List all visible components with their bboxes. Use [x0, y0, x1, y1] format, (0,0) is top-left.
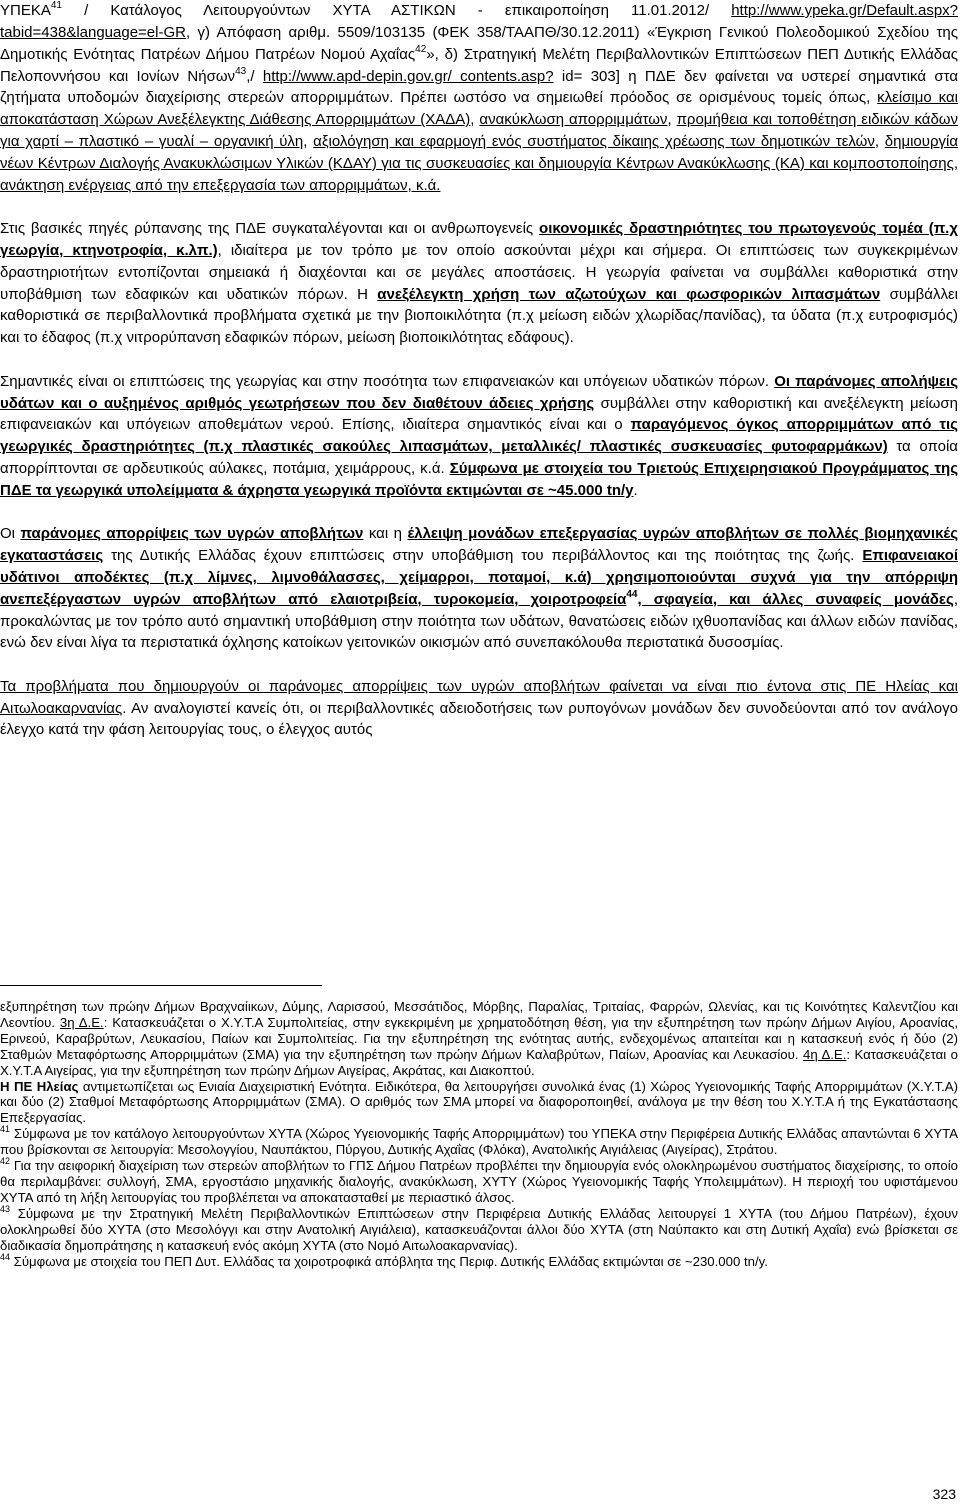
text: , [303, 133, 314, 151]
paragraph-liquid-waste [0, 523, 958, 654]
text: . Αν αναλογιστεί κανείς ότι, οι περιβαλλοντικές αδειοδοτήσεις των ρυπογόνων μονάδων δεν συνοδεύονται από τον ανάλογο έλεγχο κατά την φάση λειτουργίας τους, ο έλεγχος αυτός [0, 699, 958, 739]
underlined-text: ανακύκλωση απορριμμάτων [479, 111, 668, 129]
text: . [633, 481, 638, 499]
text: / Κατάλογος Λειτουργούντων ΧΥΤΑ ΑΣΤΙΚΩΝ - επικαιροποίηση 11.01.2012/ [61, 2, 732, 19]
bold-text: Η ΠΕ Ηλείας [0, 1078, 79, 1094]
underlined-text: προμήθεια και τοποθέτηση ειδικών κάδων για χαρτί – πλαστικό – γυαλί – οργανική ύλη [0, 111, 959, 151]
bold-underlined-text: παραγόμενος όγκος απορριμμάτων από τις γεωργικές δραστηριότητες (π.χ πλαστικές σακούλες λιπασμάτων, μεταλλικές/ πλαστικές συσκευασίες φυτοφαρμάκων) [0, 416, 958, 456]
text: : Κατασκευάζεται ο Χ.Υ.Τ.Α Συμπολιτείας, στην εγκεκριμένη με χρηματοδότηση θέση, για την εξυπηρέτηση των πρώην Δήμων Αιγίου, Αροανίας, Ερινεού, Καραβρύτων, Λευκασίου, Παίων και Συμπολιτείας. Για την εξυπηρέτηση της ενότητας αυτής, ενδεχομένως απαιτείται και η κατασκευή ενός ή δύο (2) Σταθμών Μεταφόρτωσης Απορριμμάτων (ΣΜΑ) για την εξυπηρέτηση των πρώην Δήμων Καλαβρύτων, Παίων, Αροανίας και Λευκασίου. [0, 1014, 958, 1062]
underlined-text: 3η Δ.Ε. [59, 1014, 104, 1030]
bold-underlined-text: Σύμφωνα με στοιχεία του Τριετούς Επιχειρησιακού Προγράμματος της ΠΔΕ τα γεωργικά υπολείμματα & άχρηστα γεωργικά προϊόντα εκτιμώνται σε ~45.000 tn/y [0, 460, 959, 499]
page-number: 323 [932, 1486, 956, 1502]
bold-underlined-text: οικονομικές δραστηριότητες του πρωτογενούς τομέα (π.χ γεωργία, κτηνοτροφία, κ.λπ.) [0, 220, 958, 259]
footnote-separator [0, 985, 322, 986]
footnote-continuation [0, 999, 958, 1079]
ypeka-link[interactable]: http://www.ypeka.gr/Default.aspx?tabid=438&language=el-GR [0, 2, 958, 41]
text: , [470, 111, 480, 129]
footnote-ileia [0, 1079, 958, 1127]
footnote-42 [0, 1158, 958, 1206]
footnote-number: 44 [0, 1251, 11, 1262]
footnote-ref-41[interactable]: 41 [50, 0, 62, 11]
text: Σύμφωνα με στοιχεία του ΠΕΠ Δυτ. Ελλάδας τα χοιροτροφικά απόβλητα της Περιφ. Δυτικής Ελλάδας εκτιμώνται σε ~230.000 tn/y. [10, 1253, 768, 1269]
paragraph-water-resources [0, 371, 958, 502]
underlined-text: Τα προβλήματα που δημιουργούν οι παράνομες απορρίψεις των υγρών αποβλήτων φαίνεται να είναι πιο έντονα στις ΠΕ Ηλείας και Αιτωλοακαρνανίας [0, 677, 958, 717]
text: αντιμετωπίζεται ως Ενιαία Διαχειριστική Ενότητα. Ειδικότερα, θα λειτουργήσει συνολικά ένας (1) Χώρος Υγειονομικής Ταφής Απορριμμάτων (Χ.Υ.Τ.Α) και δύο (2) Σταθμοί Μεταφόρτωσης Απορριμμάτων (ΣΜΑ). Ο αριθμός των ΣΜΑ μπορεί να διαφοροποιηθεί, ανάλογα με την θέση του Χ.Υ.Τ.Α ή της Εγκατάστασης Επεξεργασίας. [0, 1078, 958, 1126]
footnote-44 [0, 1251, 958, 1270]
paragraph-regions [0, 676, 958, 742]
bold-underlined-text: , σφαγεία, και άλλες συναφείς μονάδες [637, 590, 954, 608]
underlined-text: 4η Δ.Ε. [803, 1046, 847, 1062]
text: : Κατασκευάζεται ο Χ.Υ.Τ.Α Αιγείρας, για την εξυπηρέτηση των πρώην Δήμων Αιγείρας, Ακράτας, και Διακοπτού. [0, 1046, 958, 1078]
text: , [874, 133, 885, 151]
text: », δ) Στρατηγική Μελέτη Περιβαλλοντικών Επιπτώσεων ΠΕΠ Δυτικής Ελλάδας Πελοποννήσου και Ιονίων Νήσων [0, 45, 958, 85]
footnote-number: 43 [0, 1203, 11, 1214]
text: Σύμφωνα με τον κατάλογο λειτουργούντων ΧΥΤΑ (Χώρος Υγειονομικής Ταφής Απορριμμάτων) του ΥΠΕΚΑ στην Περιφέρεια Δυτικής Ελλάδας απαντώνται 6 ΧΥΤΑ που βρίσκονται σε λειτουργία: Μεσολογγίου, Ναυπάκτου, Πύργου, Δυτικής Αχαΐας (Φλόκα), Ανατολικής Αιγιάλειας (Αιγείρας), Στράτου. [0, 1126, 958, 1158]
bold-underlined-text: Επιφανειακοί υδάτινοι αποδέκτες (π.χ λίμνες, λιμνοθάλασσες, χείμαρροι, ποταμοί, κ.ά) χρησιμοποιούνται συχνά για την απόρριψη ανεπεξέργαστων υγρών αποβλήτων από ελαιοτριβεία, τυροκομεία, χοιροτροφεία [0, 547, 958, 608]
text: Στις βασικές πηγές ρύπανσης της ΠΔΕ συγκαταλέγονται και οι ανθρωπογενείς [0, 220, 540, 238]
footnote-number: 42 [0, 1156, 11, 1167]
text: τα οποία απορρίπτονται σε αρδευτικούς αύλακες, ποτάμια, χειμάρρους, κ.ά. [0, 438, 958, 478]
paragraph-gap [0, 197, 958, 219]
footnotes [0, 999, 958, 1269]
underlined-text: κλείσιμο και αποκατάσταση Χώρων Ανεξέλεγκτης Διάθεσης Απορριμμάτων (ΧΑΔΑ) [0, 89, 958, 129]
text: Σημαντικές είναι οι επιπτώσεις της γεωργίας και στην ποσότητα των επιφανειακών και υπόγειων υδατικών πόρων. [0, 372, 775, 390]
footnote-41 [0, 1126, 958, 1158]
footnote-43 [0, 1203, 958, 1254]
bold-underlined-text: έλλειψη μονάδων επεξεργασίας υγρών αποβλήτων σε πολλές βιομηχανικές εγκαταστάσεις [0, 525, 959, 565]
underlined-text: αξιολόγηση και εφαρμογή ενός συστήματος δίκαιης χρέωσης των δημοτικών τελών [313, 133, 875, 151]
text: , [667, 111, 677, 129]
paragraph-primary-sector [0, 218, 958, 349]
text: Για την αειφορική διαχείριση των στερεών αποβλήτων το ΓΠΣ Δήμου Πατρέων προβλέπει την δημιουργία ενός ολοκληρωμένου συστήματος διαχείρισης, το οποίο θα περιλαμβάνει: συλλογή, ΣΜΑ, εργοστάσιο μηχανικής διαλογής, ανακύκλωση, ΧΥΤΥ (Χώρος Υγειονομικής Ταφής Υπολειμμάτων). Η περιοχή του υφιστάμενου ΧΥΤΑ από τη λήξη λειτουργίας του προβλέπεται να αποκατασταθεί με περιαστικό άλσος. [0, 1158, 958, 1205]
text: ΥΠΕΚΑ [0, 2, 51, 19]
text: Σύμφωνα με την Στρατηγική Μελέτη Περιβαλλοντικών Επιπτώσεων στην Περιφέρεια Δυτικής Ελλάδας λειτουργεί 1 ΧΥΤΑ (του Δήμου Πατρέων), έχουν ολοκληρωθεί δύο ΧΥΤΑ (στο Μεσολόγγι και στην Ανατολική Αιγιάλεια), κατασκευάζονται άλλοι δύο ΧΥΤΑ (στη Ναύπακτο και στη Δυτική Αχαΐα) ενώ βρίσκεται σε διαδικασία δημοπράτησης η κατασκευή ενός ακόμη ΧΥΤΑ (στο Νομό Αιτωλοακαρνανίας). [0, 1205, 958, 1253]
text: , προκαλώντας με τον τρόπο αυτό σημαντική υποβάθμιση στην ποιότητα των υδάτων, θανατώσεις ειδών ιχθυοπανίδας και άλλων ειδών πανίδας, ενώ δεν είναι λίγα τα περιστατικά όχλησης κατοίκων γειτονικών οικισμών από συνεπακόλουθα περιστατικά δυσοσμίας. [0, 590, 958, 652]
footnote-ref-44[interactable]: 44 [626, 588, 638, 600]
text: id= 303] η ΠΔΕ δεν φαίνεται να υστερεί σημαντικά στα ζητήματα υποδομών διαχείρισης στερεών απορριμμάτων. Πρέπει ωστόσο να σημειωθεί πρόοδος σε ορισμένους τομείς όπως, [0, 67, 958, 107]
text: , [953, 154, 958, 172]
paragraph-gap [0, 502, 958, 524]
bold-underlined-text: ανεξέλεγκτη χρήση των αζωτούχων και φωσφορικών λιπασμάτων [377, 285, 881, 303]
text: Οι [0, 525, 21, 543]
text: της Δυτικής Ελλάδας έχουν επιπτώσεις στην υποβάθμιση του περιβάλλοντος και της ποιότητας της ζωής. [103, 547, 863, 565]
text: , ιδιαίτερα με τον τρόπο με τον οποίο ασκούνται μέχρι και σήμερα. Οι επιπτώσεις των συγκεκριμένων δραστηριοτήτων εντοπίζονται σημειακά ή διαχέονται και σε μεγάλες αποστάσεις. Η γεωργία φαίνεται να συμβάλλει καθοριστικά στην υποβάθμιση των εδαφικών και υδατικών πόρων. Η [0, 241, 958, 303]
text: συμβάλλει στην καθοριστική και ανεξέλεγκτη μείωση επιφανειακών και υπόγειων αποθεμάτων νερού. Επίσης, ιδιαίτερα σημαντικός είναι και ο [0, 394, 958, 434]
paragraph-gap [0, 349, 958, 371]
footnote-ref-42[interactable]: 42 [415, 43, 427, 55]
text: , γ) Απόφαση αριθμ. 5509/103135 (ΦΕΚ 358/ΤΑΑΠΘ/30.12.2011) «Έγκριση Γενικού Πολεοδομικού Σχεδίου της Δημοτικής Ενότητας Πατρέων Δήμου Πατρέων Νομού Αχαΐας [0, 23, 958, 63]
apd-depin-link[interactable]: http://www.apd-depin.gov.gr/ contents.asp? [262, 67, 554, 85]
paragraph-sources [0, 0, 958, 197]
footnote-ref-43[interactable]: 43 [235, 65, 247, 77]
text: και η [363, 525, 408, 543]
text: εξυπηρέτηση των πρώην Δήμων Βραχναίικων, Δύμης, Λαρισσού, Μεσσάτιδος, Μόρβης, Παραλίας, Τριταίας, Φαρρών, Ωλενίας, και τις Κοινότητες Καλεντζίου και Λεοντίου. [0, 999, 958, 1030]
paragraph-gap [0, 654, 958, 676]
underlined-text: δημιουργία νέων Κέντρων Διαλογής Ανακυκλώσιμων Υλικών (ΚΔΑΥ) για τις συσκευασίες και δημιουργία Κέντρων Ανακύκλωσης (ΚΑ) και κομποστοποίησης [0, 133, 958, 172]
main-text [0, 0, 958, 741]
bold-underlined-text: παράνομες απορρίψεις των υγρών αποβλήτων [20, 525, 364, 543]
underlined-text: ανάκτηση ενέργειας από την επεξεργασία των απορριμμάτων, κ.ά. [0, 176, 441, 194]
bold-underlined-text: Οι παράνομες απολήψεις υδάτων και ο αυξημένος αριθμός γεωτρήσεων που δεν διαθέτουν άδειες χρήσης [0, 372, 959, 412]
footnote-number: 41 [0, 1124, 11, 1135]
text: συμβάλλει καθοριστικά σε περιβαλλοντικά προβλήματα σχετικά με την βιοποικιλότητα (π.χ μείωση ειδών χλωρίδας/πανίδας), τα ύδατα (π.χ ευτροφισμός) και το έδαφος (π.χ νιτρορύπανση εδαφικών πόρων, μείωση βιοποικιλότητας εδάφους). [0, 285, 959, 347]
text: ,/ [246, 67, 263, 85]
